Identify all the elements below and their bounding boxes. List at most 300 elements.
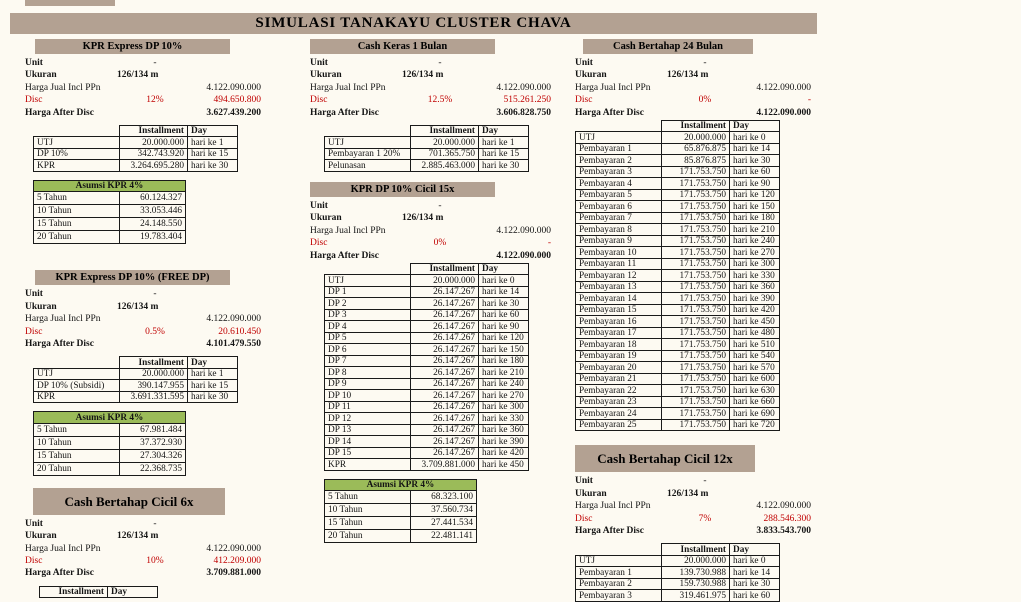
installment-row: [576, 155, 780, 167]
asumsi-amount: 33.053.446: [120, 205, 186, 218]
installment-amount: 171.753.750: [662, 373, 730, 385]
asumsi-row: [34, 462, 186, 475]
disc-label: Disc: [25, 95, 43, 106]
disc-label: Disc: [310, 238, 328, 249]
installment-label: DP 5: [325, 332, 411, 344]
installment-label: Pembayaran 5: [576, 189, 662, 201]
asumsi-tenor-label: 10 Tahun: [34, 436, 120, 449]
installment-row: [576, 408, 780, 420]
disc-value: 515.261.250: [503, 95, 551, 106]
installment-amount: 171.753.750: [662, 270, 730, 282]
disc-value: 412.209.000: [213, 556, 261, 567]
unit-value: -: [153, 289, 157, 300]
section-details: [25, 518, 263, 580]
asumsi-row: [325, 504, 477, 517]
installment-day: hari ke 120: [479, 332, 529, 344]
installment-amount: 26.147.267: [411, 344, 479, 356]
installment-amount: 26.147.267: [411, 367, 479, 379]
ukuran-value: 126/134 m: [402, 70, 444, 81]
asumsi-tenor-label: 5 Tahun: [34, 192, 120, 205]
disc-percent: 7%: [698, 513, 712, 524]
installment-label: UTJ: [576, 555, 662, 567]
installment-day: hari ke 30: [188, 160, 238, 172]
unit-label: Unit: [575, 476, 593, 487]
installment-row: [325, 390, 529, 402]
unit-label: Unit: [25, 289, 43, 300]
installment-label: Pembayaran 3: [576, 166, 662, 178]
installment-label: DP 10: [325, 390, 411, 402]
installment-label: Pembayaran 25: [576, 419, 662, 431]
harga-after-label: Harga After Disc: [25, 107, 94, 118]
installment-day: hari ke 0: [730, 132, 780, 144]
installment-amount: 171.753.750: [662, 304, 730, 316]
installment-day: hari ke 210: [479, 367, 529, 379]
installment-col-header: Installment: [411, 125, 479, 137]
asumsi-amount: 37.372.930: [120, 436, 186, 449]
installment-row: [325, 344, 529, 356]
asumsi-row: [34, 218, 186, 231]
asumsi-tenor-label: 10 Tahun: [325, 504, 411, 517]
installment-col-header: Installment: [40, 586, 108, 598]
harga-after-value: 4.122.090.000: [756, 107, 811, 118]
installment-amount: 26.147.267: [411, 424, 479, 436]
installment-amount: 171.753.750: [662, 350, 730, 362]
installment-amount: 171.753.750: [662, 247, 730, 259]
unit-label: Unit: [575, 58, 593, 68]
disc-percent: 0.5%: [145, 326, 165, 337]
section-header: KPR DP 10% Cicil 15x: [310, 182, 495, 197]
installment-amount: 3.264.695.280: [120, 160, 188, 172]
section-header: Cash Bertahap 24 Bulan: [583, 39, 753, 54]
installment-day: hari ke 300: [479, 401, 529, 413]
asumsi-row: [34, 192, 186, 205]
section-header: Cash Keras 1 Bulan: [310, 39, 495, 54]
installment-label: Pembayaran 2: [576, 578, 662, 590]
disc-label: Disc: [575, 95, 593, 106]
installment-label: DP 7: [325, 355, 411, 367]
day-col-header: Day: [108, 586, 158, 598]
installment-label: Pembayaran 1: [576, 567, 662, 579]
asumsi-tenor-label: 15 Tahun: [34, 449, 120, 462]
installment-day: hari ke 600: [730, 373, 780, 385]
installment-amount: 319.461.975: [662, 590, 730, 602]
installment-row: [325, 401, 529, 413]
installment-amount: 171.753.750: [662, 293, 730, 305]
installment-day: hari ke 14: [730, 143, 780, 155]
installment-day: hari ke 390: [479, 436, 529, 448]
unit-value: -: [703, 476, 707, 487]
installment-row: [576, 555, 780, 567]
installment-row: [325, 160, 529, 172]
installment-label: Pembayaran 23: [576, 396, 662, 408]
installment-label: UTJ: [576, 132, 662, 144]
installment-label: Pembayaran 1 20%: [325, 148, 411, 160]
harga-jual-label: Harga Jual Incl PPn: [25, 82, 101, 93]
asumsi-tenor-label: 15 Tahun: [325, 517, 411, 530]
installment-label: Pembayaran 16: [576, 316, 662, 328]
installment-amount: 171.753.750: [662, 316, 730, 328]
section-cash-bertahap-24-bulan: [575, 39, 813, 431]
installment-row: [325, 413, 529, 425]
installment-label: Pembayaran 3: [576, 590, 662, 602]
installment-day: hari ke 30: [188, 391, 238, 403]
harga-jual-value: 4.122.090.000: [206, 82, 261, 93]
installment-day: hari ke 300: [730, 258, 780, 270]
section-details: [575, 475, 813, 537]
installment-day: hari ke 15: [188, 148, 238, 160]
installment-day: hari ke 180: [730, 212, 780, 224]
installment-row: [576, 189, 780, 201]
installment-day: hari ke 390: [730, 293, 780, 305]
installment-row: [576, 327, 780, 339]
asumsi-amount: 60.124.327: [120, 192, 186, 205]
installment-day: hari ke 360: [479, 424, 529, 436]
installment-row: [576, 212, 780, 224]
installment-label: DP 8: [325, 367, 411, 379]
section-header: KPR Express DP 10% (FREE DP): [35, 270, 230, 285]
asumsi-amount: 19.783.404: [120, 231, 186, 244]
unit-value: -: [153, 58, 157, 68]
harga-after-value: 3.833.543.700: [756, 526, 811, 537]
installment-day: hari ke 450: [479, 459, 529, 471]
installment-day: hari ke 270: [479, 390, 529, 402]
installment-row: [576, 339, 780, 351]
disc-label: Disc: [25, 326, 43, 337]
installment-day: hari ke 480: [730, 327, 780, 339]
installment-table: [324, 263, 529, 471]
installment-amount: 20.000.000: [411, 137, 479, 149]
harga-jual-value: 4.122.090.000: [496, 225, 551, 236]
installment-amount: 171.753.750: [662, 224, 730, 236]
harga-after-label: Harga After Disc: [25, 339, 94, 350]
installment-amount: 171.753.750: [662, 166, 730, 178]
column-right: [575, 39, 813, 602]
ukuran-value: 126/134 m: [117, 70, 159, 81]
harga-after-label: Harga After Disc: [310, 107, 379, 118]
installment-col-header: Installment: [411, 263, 479, 275]
installment-amount: 26.147.267: [411, 401, 479, 413]
asumsi-tenor-label: 10 Tahun: [34, 205, 120, 218]
section-details: [310, 57, 553, 119]
installment-label: Pembayaran 15: [576, 304, 662, 316]
installment-label: Pembayaran 11: [576, 258, 662, 270]
installment-amount: 3.709.881.000: [411, 459, 479, 471]
ukuran-label: Ukuran: [310, 70, 342, 81]
asumsi-amount: 27.304.326: [120, 449, 186, 462]
section-details: [310, 200, 553, 262]
installment-row: [34, 380, 238, 392]
installment-label: DP 9: [325, 378, 411, 390]
harga-jual-label: Harga Jual Incl PPn: [575, 501, 651, 512]
installment-amount: 26.147.267: [411, 413, 479, 425]
installment-day: hari ke 150: [730, 201, 780, 213]
installment-amount: 26.147.267: [411, 298, 479, 310]
installment-label: DP 11: [325, 401, 411, 413]
installment-label: Pembayaran 12: [576, 270, 662, 282]
section-cash-keras-1-bulan: [310, 39, 553, 172]
installment-day: hari ke 90: [730, 178, 780, 190]
installment-col-header: Installment: [662, 120, 730, 132]
installment-table: [575, 120, 780, 432]
installment-row: [325, 275, 529, 287]
installment-day: hari ke 30: [479, 160, 529, 172]
installment-day: hari ke 0: [479, 275, 529, 287]
installment-day: hari ke 510: [730, 339, 780, 351]
installment-row: [325, 148, 529, 160]
section-details: [25, 57, 263, 119]
harga-jual-value: 4.122.090.000: [206, 314, 261, 325]
installment-label: DP 12: [325, 413, 411, 425]
installment-label: DP 3: [325, 309, 411, 321]
installment-amount: 171.753.750: [662, 339, 730, 351]
installment-row: [576, 590, 780, 602]
installment-label: Pembayaran 2: [576, 155, 662, 167]
asumsi-header: Asumsi KPR 4%: [34, 412, 186, 424]
harga-jual-label: Harga Jual Incl PPn: [310, 225, 386, 236]
installment-amount: 3.691.331.595: [120, 391, 188, 403]
installment-label: KPR: [34, 391, 120, 403]
installment-amount: 26.147.267: [411, 378, 479, 390]
installment-label: UTJ: [34, 368, 120, 380]
installment-day: hari ke 270: [730, 247, 780, 259]
installment-label: Pembayaran 17: [576, 327, 662, 339]
installment-amount: 20.000.000: [662, 555, 730, 567]
asumsi-tenor-label: 15 Tahun: [34, 218, 120, 231]
installment-row: [576, 293, 780, 305]
harga-after-label: Harga After Disc: [575, 107, 644, 118]
installment-day: hari ke 30: [479, 298, 529, 310]
disc-percent: 12.5%: [427, 95, 453, 106]
installment-day: hari ke 14: [730, 567, 780, 579]
installment-day: hari ke 30: [730, 578, 780, 590]
installment-row: [576, 362, 780, 374]
installment-amount: 171.753.750: [662, 212, 730, 224]
installment-table: [324, 125, 529, 172]
disc-value: -: [547, 238, 551, 249]
installment-row: [576, 247, 780, 259]
installment-label: Pembayaran 20: [576, 362, 662, 374]
section-details: [575, 57, 813, 119]
asumsi-kpr-table: [324, 479, 477, 544]
installment-amount: 171.753.750: [662, 281, 730, 293]
asumsi-amount: 37.560.734: [411, 504, 477, 517]
installment-row: [576, 281, 780, 293]
disc-value: -: [807, 95, 811, 106]
installment-row: [325, 309, 529, 321]
harga-after-value: 4.101.479.550: [206, 339, 261, 350]
installment-row: [34, 391, 238, 403]
installment-row: [34, 137, 238, 149]
asumsi-row: [325, 530, 477, 543]
installment-day: hari ke 330: [730, 270, 780, 282]
asumsi-tenor-label: 5 Tahun: [325, 491, 411, 504]
asumsi-row: [34, 423, 186, 436]
ukuran-value: 126/134 m: [402, 213, 444, 224]
installment-label: Pembayaran 19: [576, 350, 662, 362]
installment-label: DP 4: [325, 321, 411, 333]
harga-after-value: 3.627.439.200: [206, 107, 261, 118]
installment-label: Pembayaran 9: [576, 235, 662, 247]
installment-row: [325, 137, 529, 149]
installment-row: [576, 419, 780, 431]
installment-row: [576, 166, 780, 178]
installment-day: hari ke 420: [479, 447, 529, 459]
installment-amount: 20.000.000: [662, 132, 730, 144]
installment-label: Pembayaran 1: [576, 143, 662, 155]
installment-day: hari ke 15: [479, 148, 529, 160]
column-middle: [310, 39, 553, 543]
section-cash-bertahap-cicil-6x: [25, 488, 263, 598]
installment-day: hari ke 30: [730, 155, 780, 167]
installment-label: Pembayaran 21: [576, 373, 662, 385]
installment-label: Pembayaran 4: [576, 178, 662, 190]
installment-row: [325, 367, 529, 379]
ukuran-label: Ukuran: [575, 70, 607, 81]
installment-row: [325, 321, 529, 333]
installment-day: hari ke 330: [479, 413, 529, 425]
installment-row: [576, 316, 780, 328]
installment-amount: 171.753.750: [662, 408, 730, 420]
installment-label: Pembayaran 13: [576, 281, 662, 293]
installment-amount: 390.147.955: [120, 380, 188, 392]
installment-row: [325, 378, 529, 390]
installment-amount: 159.730.988: [662, 578, 730, 590]
harga-jual-value: 4.122.090.000: [206, 543, 261, 554]
asumsi-row: [325, 491, 477, 504]
asumsi-tenor-label: 20 Tahun: [34, 231, 120, 244]
installment-row: [576, 235, 780, 247]
installment-label: Pelunasan: [325, 160, 411, 172]
installment-label: UTJ: [325, 275, 411, 287]
unit-value: -: [438, 200, 442, 211]
installment-row: [576, 373, 780, 385]
installment-day: hari ke 660: [730, 396, 780, 408]
asumsi-row: [34, 231, 186, 244]
installment-row: [576, 201, 780, 213]
installment-amount: 171.753.750: [662, 235, 730, 247]
installment-day: hari ke 210: [730, 224, 780, 236]
installment-label: KPR: [325, 459, 411, 471]
disc-value: 494.650.800: [213, 95, 261, 106]
installment-day: hari ke 360: [730, 281, 780, 293]
harga-jual-label: Harga Jual Incl PPn: [310, 82, 386, 93]
installment-row: [576, 258, 780, 270]
installment-col-header: Installment: [120, 357, 188, 369]
asumsi-amount: 22.481.141: [411, 530, 477, 543]
installment-label: Pembayaran 14: [576, 293, 662, 305]
installment-amount: 26.147.267: [411, 286, 479, 298]
asumsi-row: [325, 517, 477, 530]
installment-table: [33, 125, 238, 172]
asumsi-tenor-label: 20 Tahun: [34, 462, 120, 475]
installment-amount: 20.000.000: [120, 368, 188, 380]
installment-row: [325, 332, 529, 344]
installment-row: [325, 459, 529, 471]
installment-amount: 171.753.750: [662, 258, 730, 270]
installment-row: [576, 396, 780, 408]
installment-day: hari ke 630: [730, 385, 780, 397]
installment-amount: 26.147.267: [411, 332, 479, 344]
installment-label: KPR: [34, 160, 120, 172]
installment-amount: 20.000.000: [120, 137, 188, 149]
installment-label: DP 10%: [34, 148, 120, 160]
ukuran-label: Ukuran: [25, 531, 57, 542]
disc-percent: 10%: [146, 556, 164, 567]
installment-day: hari ke 1: [188, 368, 238, 380]
installment-day: hari ke 15: [188, 380, 238, 392]
installment-row: [576, 567, 780, 579]
installment-day: hari ke 570: [730, 362, 780, 374]
harga-after-value: 4.122.090.000: [496, 250, 551, 261]
harga-after-value: 3.606.828.750: [496, 107, 551, 118]
section-kpr-dp10-cicil-15x: [310, 182, 553, 543]
harga-after-label: Harga After Disc: [310, 250, 379, 261]
asumsi-amount: 24.148.550: [120, 218, 186, 231]
installment-row: [576, 224, 780, 236]
installment-amount: 2.885.463.000: [411, 160, 479, 172]
day-col-header: Day: [730, 120, 780, 132]
page-title: SIMULASI TANAKAYU CLUSTER CHAVA: [10, 13, 817, 34]
unit-value: -: [438, 58, 442, 68]
installment-day: hari ke 180: [479, 355, 529, 367]
installment-day: hari ke 1: [479, 137, 529, 149]
asumsi-tenor-label: 5 Tahun: [34, 423, 120, 436]
installment-day: hari ke 150: [479, 344, 529, 356]
installment-row: [576, 178, 780, 190]
installment-label: Pembayaran 7: [576, 212, 662, 224]
installment-amount: 171.753.750: [662, 189, 730, 201]
section-header: Cash Bertahap Cicil 12x: [575, 445, 755, 472]
cut-off-header-remnant: [25, 0, 115, 6]
harga-jual-label: Harga Jual Incl PPn: [575, 82, 651, 93]
unit-value: -: [153, 518, 157, 529]
asumsi-amount: 68.323.100: [411, 491, 477, 504]
installment-amount: 26.147.267: [411, 447, 479, 459]
section-kpr-express-free-dp: [25, 270, 263, 475]
installment-amount: 65.876.875: [662, 143, 730, 155]
installment-row: [325, 298, 529, 310]
installment-label: Pembayaran 24: [576, 408, 662, 420]
installment-row: [325, 424, 529, 436]
day-col-header: Day: [479, 125, 529, 137]
ukuran-label: Ukuran: [575, 488, 607, 499]
installment-label: DP 15: [325, 447, 411, 459]
installment-row: [576, 132, 780, 144]
installment-label: Pembayaran 6: [576, 201, 662, 213]
installment-day: hari ke 14: [479, 286, 529, 298]
installment-amount: 20.000.000: [411, 275, 479, 287]
installment-row: [576, 350, 780, 362]
ukuran-label: Ukuran: [310, 213, 342, 224]
section-header: Cash Bertahap Cicil 6x: [33, 488, 225, 515]
day-col-header: Day: [479, 263, 529, 275]
installment-day: hari ke 240: [730, 235, 780, 247]
disc-percent: 0%: [698, 95, 712, 106]
installment-row: [34, 160, 238, 172]
installment-row: [325, 355, 529, 367]
asumsi-amount: 27.441.534: [411, 517, 477, 530]
installment-label: DP 2: [325, 298, 411, 310]
disc-percent: 0%: [433, 238, 447, 249]
installment-day: hari ke 1: [188, 137, 238, 149]
installment-table-cut-off: [33, 586, 158, 599]
installment-label: DP 14: [325, 436, 411, 448]
harga-after-value: 3.709.881.000: [206, 568, 261, 579]
installment-day: hari ke 420: [730, 304, 780, 316]
harga-jual-value: 4.122.090.000: [496, 82, 551, 93]
asumsi-header: Asumsi KPR 4%: [34, 180, 186, 192]
asumsi-header: Asumsi KPR 4%: [325, 479, 477, 491]
